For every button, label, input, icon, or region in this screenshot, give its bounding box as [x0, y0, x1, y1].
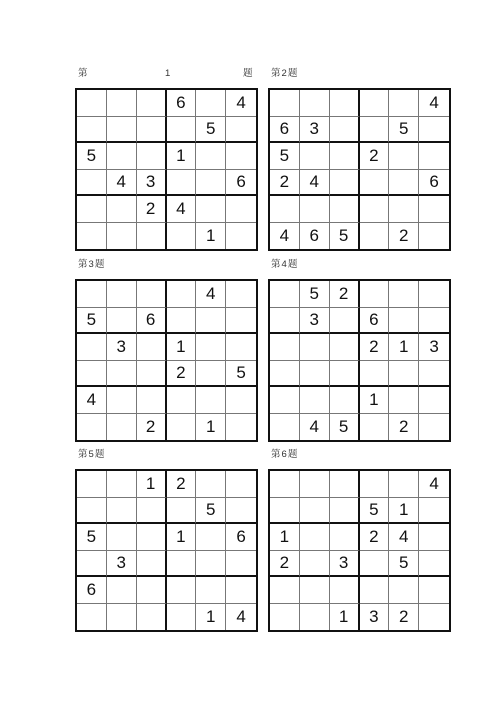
sudoku-cell: 3 [300, 117, 330, 144]
sudoku-cell: 2 [137, 414, 167, 441]
sudoku-cell: 2 [389, 604, 419, 631]
puzzle-title-part: 第 [271, 259, 281, 270]
sudoku-cell [300, 361, 330, 388]
sudoku-cell [77, 361, 107, 388]
sudoku-grid [268, 279, 451, 442]
sudoku-cell [419, 143, 449, 170]
sudoku-cell [330, 117, 360, 144]
sudoku-cell [226, 471, 256, 498]
sudoku-cell: 5 [226, 361, 256, 388]
puzzle-title-part: 第 [78, 68, 88, 79]
sudoku-cell: 4 [77, 387, 107, 414]
sudoku-cell [360, 196, 390, 223]
sudoku-cell: 5 [196, 117, 226, 144]
sudoku-cell [389, 471, 419, 498]
sudoku-cell: 4 [167, 196, 197, 223]
sudoku-cell [77, 604, 107, 631]
sudoku-cell [419, 281, 449, 308]
sudoku-cell [226, 308, 256, 335]
sudoku-grid [268, 88, 451, 251]
sudoku-cell: 3 [360, 604, 390, 631]
sudoku-cell: 2 [270, 551, 300, 578]
puzzle-title [75, 66, 258, 88]
sudoku-cell [196, 471, 226, 498]
sudoku-cell [360, 471, 390, 498]
sudoku-cell [167, 308, 197, 335]
puzzle-4 [268, 257, 451, 442]
sudoku-cell [107, 604, 137, 631]
puzzle-title-part: 题 [94, 259, 105, 270]
sudoku-cell [226, 498, 256, 525]
sudoku-cell [389, 170, 419, 197]
sudoku-cell [270, 90, 300, 117]
sudoku-cell [137, 117, 167, 144]
sudoku-cell [330, 387, 360, 414]
sudoku-cell [107, 524, 137, 551]
sudoku-cell [300, 524, 330, 551]
sudoku-cell [360, 90, 390, 117]
sudoku-cell: 2 [389, 414, 419, 441]
sudoku-cell [77, 90, 107, 117]
sudoku-cell: 5 [389, 551, 419, 578]
sudoku-cell: 6 [167, 90, 197, 117]
sudoku-cell [167, 551, 197, 578]
sudoku-cell: 4 [226, 90, 256, 117]
puzzle-title-part: 6 [281, 449, 287, 460]
sudoku-cell [360, 551, 390, 578]
sudoku-cell [270, 334, 300, 361]
sudoku-cell [419, 577, 449, 604]
puzzle-5 [75, 447, 258, 632]
sudoku-cell [137, 361, 167, 388]
sudoku-cell [300, 334, 330, 361]
sudoku-cell [196, 361, 226, 388]
sudoku-cell [389, 281, 419, 308]
sudoku-cell [196, 170, 226, 197]
sudoku-cell: 5 [270, 143, 300, 170]
sudoku-cell [167, 281, 197, 308]
sudoku-cell [77, 334, 107, 361]
sudoku-cell [107, 498, 137, 525]
sudoku-cell: 6 [300, 223, 330, 250]
sudoku-cell [270, 361, 300, 388]
sudoku-cell [226, 387, 256, 414]
sudoku-cell [107, 308, 137, 335]
sudoku-cell [419, 604, 449, 631]
sudoku-cell [419, 524, 449, 551]
sudoku-cell [330, 361, 360, 388]
sudoku-cell: 2 [360, 524, 390, 551]
puzzle-6 [268, 447, 451, 632]
sudoku-cell [226, 223, 256, 250]
sudoku-cell [226, 414, 256, 441]
sudoku-cell [270, 387, 300, 414]
sudoku-cell: 4 [270, 223, 300, 250]
sudoku-cell [389, 90, 419, 117]
sudoku-cell [389, 361, 419, 388]
sudoku-grid [75, 88, 258, 251]
sudoku-cell [419, 414, 449, 441]
sudoku-cell: 1 [360, 387, 390, 414]
sudoku-cell: 1 [167, 143, 197, 170]
sudoku-cell [137, 143, 167, 170]
puzzle-title [75, 257, 258, 279]
puzzle-title-part: 第 [78, 449, 88, 460]
puzzle-title-part: 5 [88, 449, 94, 460]
sudoku-cell [196, 196, 226, 223]
sudoku-cell: 1 [137, 471, 167, 498]
puzzle-3 [75, 257, 258, 442]
sudoku-cell [330, 471, 360, 498]
sudoku-grid [75, 279, 258, 442]
sudoku-cell: 4 [300, 170, 330, 197]
sudoku-cell [167, 117, 197, 144]
sudoku-cell [196, 334, 226, 361]
sudoku-cell [107, 471, 137, 498]
sudoku-cell [137, 387, 167, 414]
sudoku-cell [167, 604, 197, 631]
sudoku-cell: 5 [77, 524, 107, 551]
sudoku-cell: 5 [77, 308, 107, 335]
sudoku-cell [196, 308, 226, 335]
sudoku-cell [77, 471, 107, 498]
sudoku-cell: 3 [107, 334, 137, 361]
sudoku-cell [107, 281, 137, 308]
puzzle-title-part: 题 [94, 449, 105, 460]
sudoku-cell [419, 223, 449, 250]
sudoku-cell: 1 [196, 414, 226, 441]
sudoku-cell [300, 196, 330, 223]
sudoku-cell: 5 [300, 281, 330, 308]
puzzle-title-part: 2 [281, 68, 287, 79]
sudoku-cell [77, 117, 107, 144]
puzzle-title-part: 题 [287, 449, 298, 460]
sudoku-cell [137, 334, 167, 361]
sudoku-cell: 1 [270, 524, 300, 551]
sudoku-cell: 2 [360, 334, 390, 361]
sudoku-cell [270, 498, 300, 525]
sudoku-cell [330, 334, 360, 361]
sudoku-cell: 4 [300, 414, 330, 441]
sudoku-cell: 5 [389, 117, 419, 144]
sudoku-cell [270, 577, 300, 604]
puzzle-title-part: 第 [271, 449, 281, 460]
sudoku-cell [107, 196, 137, 223]
sudoku-cell [107, 387, 137, 414]
sudoku-cell [77, 498, 107, 525]
sudoku-cell [389, 308, 419, 335]
sudoku-cell [107, 223, 137, 250]
sudoku-cell: 1 [330, 604, 360, 631]
sudoku-cell [300, 551, 330, 578]
sudoku-cell [419, 498, 449, 525]
sudoku-cell [389, 577, 419, 604]
sudoku-cell: 1 [196, 223, 226, 250]
sudoku-cell [196, 143, 226, 170]
sudoku-cell [330, 143, 360, 170]
sudoku-cell [196, 524, 226, 551]
sudoku-cell: 2 [167, 361, 197, 388]
puzzle-title-part: 1 [165, 68, 171, 79]
sudoku-cell [77, 170, 107, 197]
sudoku-cell: 6 [226, 170, 256, 197]
sudoku-cell: 3 [330, 551, 360, 578]
sudoku-cell [77, 196, 107, 223]
sudoku-cell [419, 387, 449, 414]
sudoku-cell [300, 90, 330, 117]
sudoku-cell [389, 387, 419, 414]
sudoku-cell: 2 [137, 196, 167, 223]
sudoku-cell [107, 361, 137, 388]
sudoku-cell [330, 308, 360, 335]
sudoku-cell [330, 524, 360, 551]
sudoku-cell [77, 223, 107, 250]
sudoku-cell: 5 [330, 414, 360, 441]
puzzle-title-part: 第 [78, 259, 88, 270]
sudoku-cell [300, 498, 330, 525]
sudoku-cell [330, 170, 360, 197]
sudoku-cell [137, 604, 167, 631]
sudoku-cell [137, 498, 167, 525]
sudoku-cell [107, 414, 137, 441]
sudoku-cell [196, 551, 226, 578]
sudoku-cell [300, 387, 330, 414]
sudoku-cell [137, 551, 167, 578]
sudoku-cell [137, 524, 167, 551]
sudoku-cell: 6 [137, 308, 167, 335]
sudoku-cell [389, 143, 419, 170]
sudoku-cell: 2 [167, 471, 197, 498]
sudoku-cell [167, 414, 197, 441]
sudoku-grid [268, 469, 451, 632]
sudoku-cell [300, 577, 330, 604]
puzzle-1 [75, 66, 258, 251]
sudoku-cell [196, 577, 226, 604]
sudoku-cell: 1 [167, 524, 197, 551]
sudoku-cell [270, 281, 300, 308]
sudoku-cell [77, 414, 107, 441]
sudoku-cell [419, 308, 449, 335]
puzzle-2 [268, 66, 451, 251]
puzzle-title-part: 题 [243, 68, 253, 79]
sudoku-cell: 4 [419, 471, 449, 498]
puzzle-title-part: 题 [287, 68, 298, 79]
sudoku-cell [330, 577, 360, 604]
sudoku-cell [360, 577, 390, 604]
sudoku-cell [226, 334, 256, 361]
sudoku-cell: 1 [389, 498, 419, 525]
sudoku-cell: 3 [137, 170, 167, 197]
sudoku-cell: 4 [236, 607, 246, 627]
sudoku-cell [360, 170, 390, 197]
sudoku-cell [360, 223, 390, 250]
sudoku-cell [419, 117, 449, 144]
sudoku-cell [330, 196, 360, 223]
sudoku-cell [107, 577, 137, 604]
sudoku-cell: 4 [196, 281, 226, 308]
sudoku-cell [167, 223, 197, 250]
sudoku-cell [270, 308, 300, 335]
sudoku-cell [107, 90, 137, 117]
sudoku-cell: 2 [270, 170, 300, 197]
sudoku-cell [226, 577, 256, 604]
sudoku-cell: 3 [300, 308, 330, 335]
sudoku-cell [137, 281, 167, 308]
sudoku-cell: 5 [360, 498, 390, 525]
sudoku-cell [330, 90, 360, 117]
sudoku-cell: 6 [226, 524, 256, 551]
sudoku-cell [167, 498, 197, 525]
sudoku-cell [137, 223, 167, 250]
puzzle-title-part: 题 [287, 259, 298, 270]
sudoku-cell [77, 551, 107, 578]
sudoku-cell: 2 [360, 143, 390, 170]
sudoku-cell [360, 361, 390, 388]
sudoku-cell [226, 117, 256, 144]
sudoku-cell [107, 143, 137, 170]
puzzle-title-part: 第 [271, 68, 281, 79]
sudoku-cell [226, 196, 256, 223]
puzzle-title [75, 447, 258, 469]
sudoku-cell: 1 [196, 604, 226, 631]
sudoku-cell: 3 [107, 551, 137, 578]
sudoku-cell: 1 [389, 334, 419, 361]
sudoku-cell: 6 [270, 117, 300, 144]
sudoku-cell [270, 414, 300, 441]
sudoku-cell [226, 143, 256, 170]
sudoku-cell [167, 387, 197, 414]
sudoku-cell [226, 551, 256, 578]
sudoku-cell [419, 196, 449, 223]
sudoku-cell [77, 281, 107, 308]
sudoku-cell [419, 551, 449, 578]
sudoku-cell: 5 [330, 223, 360, 250]
puzzle-title [268, 66, 451, 88]
sudoku-cell [270, 196, 300, 223]
sudoku-cell: 6 [360, 308, 390, 335]
sudoku-cell [226, 281, 256, 308]
sudoku-grid [75, 469, 258, 632]
sudoku-cell [360, 281, 390, 308]
sudoku-cell [107, 117, 137, 144]
sudoku-cell [300, 604, 330, 631]
sudoku-cell [270, 471, 300, 498]
sudoku-cell [196, 90, 226, 117]
sudoku-cell: 4 [389, 524, 419, 551]
puzzle-title [268, 257, 451, 279]
sudoku-cell: 6 [77, 577, 107, 604]
sudoku-cell: 5 [77, 143, 107, 170]
puzzle-title-part: 3 [88, 259, 94, 270]
sudoku-cell [300, 471, 330, 498]
sudoku-cell [196, 387, 226, 414]
sudoku-cell: 5 [196, 498, 226, 525]
sudoku-cell [167, 577, 197, 604]
sudoku-cell: 4 [419, 90, 449, 117]
sudoku-cell [137, 577, 167, 604]
sudoku-cell [270, 604, 300, 631]
sudoku-cell [137, 90, 167, 117]
sudoku-cell: 6 [419, 170, 449, 197]
sudoku-cell [360, 414, 390, 441]
sudoku-cell: 2 [389, 223, 419, 250]
sudoku-cell [389, 196, 419, 223]
sudoku-cell [330, 498, 360, 525]
puzzle-title [268, 447, 451, 469]
sudoku-cell [360, 117, 390, 144]
sudoku-cell: 1 [167, 334, 197, 361]
sudoku-cell: 2 [330, 281, 360, 308]
sudoku-cell: 4 [107, 170, 137, 197]
sudoku-cell [167, 170, 197, 197]
sudoku-cell [419, 361, 449, 388]
puzzle-title-part: 4 [281, 259, 287, 270]
sudoku-cell: 3 [419, 334, 449, 361]
sudoku-cell [300, 143, 330, 170]
